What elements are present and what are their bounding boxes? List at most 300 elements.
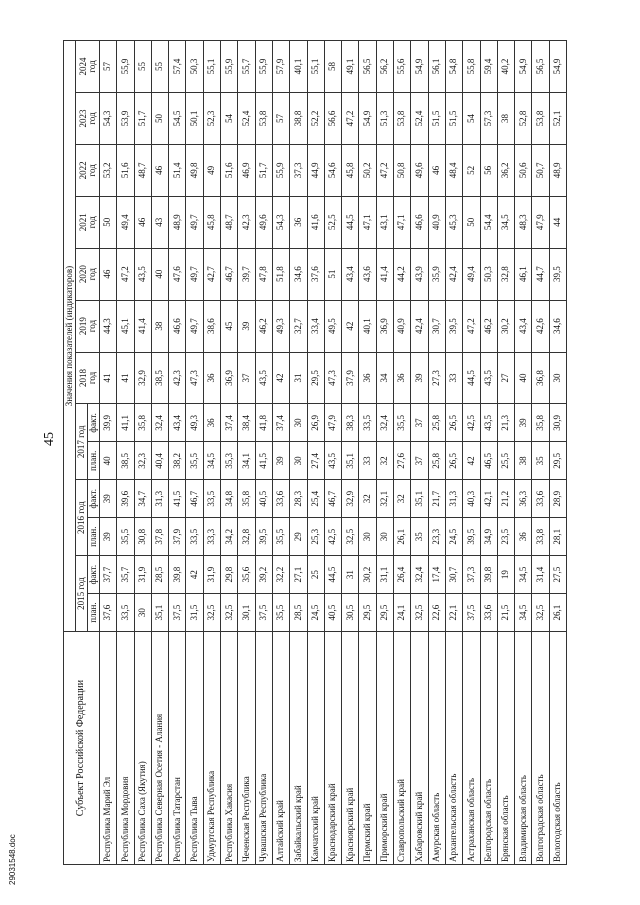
value-cell: 59,4 [480, 41, 497, 93]
subject-cell: Республика Саха (Якутия) [134, 632, 151, 865]
value-cell: 30 [134, 594, 151, 632]
value-cell: 35 [411, 518, 428, 556]
value-cell: 35,3 [221, 442, 238, 480]
value-cell: 41,1 [117, 404, 134, 442]
subject-cell: Чеченская Республика [238, 632, 255, 865]
value-cell: 54 [463, 92, 480, 144]
value-cell: 50,2 [359, 144, 376, 196]
value-cell: 39 [411, 352, 428, 404]
value-cell: 58 [324, 41, 341, 93]
subject-cell: Владимирская область [515, 632, 532, 865]
subject-cell: Ставропольский край [394, 632, 411, 865]
value-cell: 38,5 [151, 352, 168, 404]
value-cell: 49,7 [186, 248, 203, 300]
value-cell: 56,1 [428, 41, 445, 93]
table-row [480, 41, 497, 865]
value-cell: 31 [290, 352, 307, 404]
value-cell: 42 [272, 352, 289, 404]
value-cell: 29,5 [376, 594, 393, 632]
value-cell: 42 [463, 442, 480, 480]
value-cell: 37,9 [169, 518, 186, 556]
value-cell: 33,6 [480, 594, 497, 632]
value-cell: 50,6 [515, 144, 532, 196]
value-cell: 30 [290, 442, 307, 480]
value-cell: 40,4 [151, 442, 168, 480]
value-cell: 49,1 [342, 41, 359, 93]
value-cell: 43,9 [411, 248, 428, 300]
value-cell: 35,5 [272, 518, 289, 556]
value-cell: 34,8 [221, 480, 238, 518]
value-cell: 51,7 [255, 144, 272, 196]
value-cell: 36,9 [221, 352, 238, 404]
value-cell: 21,3 [497, 404, 514, 442]
value-cell: 26,5 [445, 442, 462, 480]
value-cell: 35,5 [117, 518, 134, 556]
value-cell: 23,5 [497, 518, 514, 556]
value-cell: 42,4 [411, 300, 428, 352]
value-cell: 47,2 [117, 248, 134, 300]
value-cell: 38 [497, 92, 514, 144]
value-cell: 40,9 [428, 196, 445, 248]
table-row [100, 41, 117, 865]
value-cell: 48,7 [134, 144, 151, 196]
value-cell: 55 [151, 41, 168, 93]
value-cell: 50 [463, 196, 480, 248]
value-cell: 35,7 [117, 556, 134, 594]
value-cell: 52,4 [411, 92, 428, 144]
value-cell: 41,5 [255, 442, 272, 480]
value-cell: 54 [221, 92, 238, 144]
subject-cell: Забайкальский край [290, 632, 307, 865]
value-cell: 40 [151, 248, 168, 300]
value-cell: 41,5 [169, 480, 186, 518]
value-cell: 55,1 [203, 41, 220, 93]
subject-cell: Краснодарский край [324, 632, 341, 865]
plan-header: план. [88, 594, 100, 632]
value-cell: 40,3 [463, 480, 480, 518]
value-cell: 35,8 [532, 404, 549, 442]
subject-cell: Алтайский край [272, 632, 289, 865]
value-cell: 40,9 [394, 300, 411, 352]
value-cell: 36 [203, 404, 220, 442]
value-cell: 30,1 [238, 594, 255, 632]
value-cell: 57,3 [480, 92, 497, 144]
value-cell: 28,3 [290, 480, 307, 518]
value-cell: 49,6 [411, 144, 428, 196]
value-cell: 34,2 [221, 518, 238, 556]
value-cell: 46,5 [480, 442, 497, 480]
subject-cell: Камчатский край [307, 632, 324, 865]
value-cell: 47,1 [394, 196, 411, 248]
value-cell: 43,5 [480, 352, 497, 404]
value-cell: 30 [290, 404, 307, 442]
subject-cell: Астраханская область [463, 632, 480, 865]
fact-header: факт. [88, 480, 100, 518]
value-cell: 47,9 [324, 404, 341, 442]
value-cell: 57,9 [272, 41, 289, 93]
table-row [497, 41, 514, 865]
value-cell: 43,4 [342, 248, 359, 300]
value-cell: 51,5 [428, 92, 445, 144]
subject-cell: Хабаровский край [411, 632, 428, 865]
value-cell: 41,6 [307, 196, 324, 248]
value-cell: 34,1 [238, 442, 255, 480]
year-2022-header: 2022 год [76, 144, 100, 196]
value-cell: 38,5 [117, 442, 134, 480]
table-row [307, 41, 324, 865]
value-cell: 37,5 [463, 594, 480, 632]
value-cell: 42,3 [238, 196, 255, 248]
value-cell: 29 [290, 518, 307, 556]
value-cell: 47,3 [324, 352, 341, 404]
value-cell: 35,1 [151, 594, 168, 632]
value-cell: 39,8 [169, 556, 186, 594]
value-cell: 50 [100, 196, 117, 248]
value-cell: 56 [480, 144, 497, 196]
subject-cell: Республика Тыва [186, 632, 203, 865]
value-cell: 37,6 [307, 248, 324, 300]
value-cell: 35,5 [186, 442, 203, 480]
value-cell: 49,4 [117, 196, 134, 248]
subject-cell: Республика Марий Эл [100, 632, 117, 865]
value-cell: 19 [497, 556, 514, 594]
value-cell: 54,9 [359, 92, 376, 144]
value-cell: 36,3 [515, 480, 532, 518]
value-cell: 33,6 [272, 480, 289, 518]
value-cell: 43,5 [134, 248, 151, 300]
value-cell: 47,2 [376, 144, 393, 196]
value-cell: 47,6 [169, 248, 186, 300]
value-cell: 27,5 [549, 556, 566, 594]
value-cell: 49 [203, 144, 220, 196]
value-cell: 26,1 [549, 594, 566, 632]
table-row [394, 41, 411, 865]
value-cell: 46,6 [169, 300, 186, 352]
value-cell: 40,1 [290, 41, 307, 93]
value-cell: 32,5 [221, 594, 238, 632]
value-cell: 38 [515, 442, 532, 480]
value-cell: 33 [359, 442, 376, 480]
value-cell: 32 [359, 480, 376, 518]
value-cell: 28,1 [549, 518, 566, 556]
value-cell: 37,5 [255, 594, 272, 632]
value-cell: 39,6 [117, 480, 134, 518]
year-2016-header: 2016 год [76, 480, 88, 556]
subject-cell: Архангельская область [445, 632, 462, 865]
value-cell: 30,9 [549, 404, 566, 442]
year-2019-header: 2019 год [76, 300, 100, 352]
subject-cell: Волгоградская область [532, 632, 549, 865]
value-cell: 30,7 [445, 556, 462, 594]
value-cell: 33,3 [203, 518, 220, 556]
table-row [255, 41, 272, 865]
value-cell: 30,5 [342, 594, 359, 632]
value-cell: 41,4 [134, 300, 151, 352]
value-cell: 29,5 [359, 594, 376, 632]
value-cell: 36,2 [497, 144, 514, 196]
value-cell: 46,2 [255, 300, 272, 352]
value-cell: 17,4 [428, 556, 445, 594]
table-row [117, 41, 134, 865]
value-cell: 27,4 [307, 442, 324, 480]
value-cell: 37,3 [463, 556, 480, 594]
table-body [100, 41, 567, 865]
plan-header: план. [88, 442, 100, 480]
value-cell: 31,4 [532, 556, 549, 594]
value-cell: 34,9 [480, 518, 497, 556]
value-cell: 40,1 [359, 300, 376, 352]
value-cell: 36 [515, 518, 532, 556]
value-cell: 31,3 [151, 480, 168, 518]
value-cell: 34,5 [497, 196, 514, 248]
value-cell: 30,2 [359, 556, 376, 594]
value-cell: 42,3 [169, 352, 186, 404]
value-cell: 48,9 [549, 144, 566, 196]
value-cell: 24,1 [394, 594, 411, 632]
value-cell: 54,4 [480, 196, 497, 248]
value-cell: 55 [134, 41, 151, 93]
value-cell: 35,8 [134, 404, 151, 442]
value-cell: 42 [342, 300, 359, 352]
value-cell: 24,5 [307, 594, 324, 632]
indicators-table [63, 40, 567, 865]
value-cell: 46 [100, 248, 117, 300]
value-cell: 34,5 [203, 442, 220, 480]
value-cell: 36 [359, 352, 376, 404]
table-row [238, 41, 255, 865]
value-cell: 37 [238, 352, 255, 404]
value-cell: 50,1 [186, 92, 203, 144]
value-cell: 39,5 [549, 248, 566, 300]
page-number: 45 [42, 432, 57, 446]
value-cell: 52,8 [515, 92, 532, 144]
value-cell: 38,4 [238, 404, 255, 442]
value-cell: 33,6 [532, 480, 549, 518]
value-cell: 47,9 [532, 196, 549, 248]
value-cell: 39 [100, 480, 117, 518]
subject-cell: Республика Мордовия [117, 632, 134, 865]
value-cell: 49,7 [186, 196, 203, 248]
value-cell: 33 [445, 352, 462, 404]
value-cell: 47,3 [186, 352, 203, 404]
value-cell: 28,5 [151, 556, 168, 594]
value-cell: 38,6 [203, 300, 220, 352]
value-cell: 45,8 [342, 144, 359, 196]
subject-cell: Красноярский край [342, 632, 359, 865]
value-cell: 53,2 [100, 144, 117, 196]
value-cell: 38,2 [169, 442, 186, 480]
year-2023-header: 2023 год [76, 92, 100, 144]
value-cell: 53,8 [394, 92, 411, 144]
value-cell: 57 [272, 92, 289, 144]
value-cell: 31 [342, 556, 359, 594]
value-cell: 40,5 [255, 480, 272, 518]
value-cell: 38,8 [290, 92, 307, 144]
value-cell: 35,8 [238, 480, 255, 518]
value-cell: 42,6 [532, 300, 549, 352]
table-row [445, 41, 462, 865]
value-cell: 42,5 [463, 404, 480, 442]
value-cell: 37,8 [151, 518, 168, 556]
value-cell: 51,6 [221, 144, 238, 196]
value-cell: 35,5 [272, 594, 289, 632]
value-cell: 49,4 [463, 248, 480, 300]
subject-cell: Чувашская Республика [255, 632, 272, 865]
value-cell: 51,4 [169, 144, 186, 196]
value-cell: 37,4 [272, 404, 289, 442]
value-cell: 32,1 [376, 480, 393, 518]
table-row [203, 41, 220, 865]
value-cell: 52,1 [549, 92, 566, 144]
value-cell: 49,3 [272, 300, 289, 352]
table-row [151, 41, 168, 865]
value-cell: 32,9 [134, 352, 151, 404]
value-cell: 29,8 [221, 556, 238, 594]
value-cell: 31,9 [203, 556, 220, 594]
value-cell: 57,4 [169, 41, 186, 93]
table-row [290, 41, 307, 865]
value-cell: 49,7 [186, 300, 203, 352]
value-cell: 49,5 [324, 300, 341, 352]
year-2021-header: 2021 год [76, 196, 100, 248]
value-cell: 32,5 [203, 594, 220, 632]
subject-header: Субъект Российской Федерации [64, 632, 100, 865]
value-cell: 39 [100, 518, 117, 556]
value-cell: 34,7 [134, 480, 151, 518]
year-2020-header: 2020 год [76, 248, 100, 300]
value-cell: 55,1 [307, 41, 324, 93]
value-cell: 35,1 [411, 480, 428, 518]
value-cell: 35,6 [238, 556, 255, 594]
value-cell: 44,9 [307, 144, 324, 196]
table-row [515, 41, 532, 865]
table-row [272, 41, 289, 865]
table-row [342, 41, 359, 865]
value-cell: 46 [428, 144, 445, 196]
year-2018-header: 2018 год [76, 352, 100, 404]
value-cell: 32,4 [411, 556, 428, 594]
value-cell: 46,9 [238, 144, 255, 196]
value-cell: 39,8 [480, 556, 497, 594]
value-cell: 41,4 [376, 248, 393, 300]
value-cell: 34,6 [549, 300, 566, 352]
value-cell: 55,9 [272, 144, 289, 196]
value-cell: 42 [186, 556, 203, 594]
year-2015-header: 2015 год [76, 556, 88, 632]
value-cell: 43,4 [169, 404, 186, 442]
value-cell: 43,1 [376, 196, 393, 248]
value-cell: 32,7 [290, 300, 307, 352]
subject-cell: Республика Северная Осетия - Алания [151, 632, 168, 865]
value-cell: 22,6 [428, 594, 445, 632]
value-cell: 27,3 [428, 352, 445, 404]
value-cell: 25 [307, 556, 324, 594]
value-cell: 46,6 [411, 196, 428, 248]
value-cell: 34,6 [290, 248, 307, 300]
value-cell: 50 [151, 92, 168, 144]
value-cell: 36 [394, 352, 411, 404]
value-cell: 24,5 [445, 518, 462, 556]
value-cell: 42,5 [324, 518, 341, 556]
value-cell: 40,2 [497, 41, 514, 93]
value-cell: 27,1 [290, 556, 307, 594]
value-cell: 54,3 [272, 196, 289, 248]
value-cell: 53,8 [255, 92, 272, 144]
value-cell: 44 [549, 196, 566, 248]
value-cell: 43,5 [324, 442, 341, 480]
value-cell: 23,3 [428, 518, 445, 556]
value-cell: 36 [290, 196, 307, 248]
value-cell: 25,8 [428, 404, 445, 442]
value-cell: 46 [134, 196, 151, 248]
value-cell: 57 [100, 41, 117, 93]
year-2017-header: 2017 год [76, 404, 88, 480]
value-cell: 38,3 [342, 404, 359, 442]
value-cell: 37,4 [221, 404, 238, 442]
table-row [532, 41, 549, 865]
value-cell: 27,6 [394, 442, 411, 480]
value-cell: 25,5 [497, 442, 514, 480]
value-cell: 35,9 [428, 248, 445, 300]
rotated-table-container [63, 40, 583, 865]
subject-cell: Республика Хакасия [221, 632, 238, 865]
subject-cell: Республика Татарстан [169, 632, 186, 865]
value-cell: 51,8 [272, 248, 289, 300]
value-cell: 50,8 [394, 144, 411, 196]
value-cell: 32 [376, 442, 393, 480]
value-cell: 54,6 [324, 144, 341, 196]
value-cell: 43,5 [480, 404, 497, 442]
table-row [463, 41, 480, 865]
value-cell: 33,5 [117, 594, 134, 632]
value-cell: 27 [497, 352, 514, 404]
value-cell: 52 [463, 144, 480, 196]
value-cell: 40 [100, 442, 117, 480]
value-cell: 52,5 [324, 196, 341, 248]
value-cell: 43,4 [515, 300, 532, 352]
fact-header: факт. [88, 404, 100, 442]
value-cell: 52,3 [203, 92, 220, 144]
value-cell: 56,2 [376, 41, 393, 93]
table-row [549, 41, 566, 865]
value-cell: 26,5 [445, 404, 462, 442]
plan-header: план. [88, 518, 100, 556]
subject-cell: Удмуртская Республика [203, 632, 220, 865]
value-cell: 39,9 [100, 404, 117, 442]
value-cell: 46,7 [221, 248, 238, 300]
value-cell: 37,6 [100, 594, 117, 632]
fact-header: факт. [88, 556, 100, 594]
value-cell: 28,9 [549, 480, 566, 518]
value-cell: 30 [549, 352, 566, 404]
value-cell: 51,5 [445, 92, 462, 144]
value-cell: 41 [117, 352, 134, 404]
value-cell: 39 [515, 404, 532, 442]
value-cell: 41,8 [255, 404, 272, 442]
value-cell: 22,1 [445, 594, 462, 632]
value-cell: 51,7 [134, 92, 151, 144]
value-cell: 51,6 [117, 144, 134, 196]
value-cell: 39 [238, 300, 255, 352]
value-cell: 34,5 [515, 594, 532, 632]
value-cell: 48,7 [221, 196, 238, 248]
value-cell: 33,5 [359, 404, 376, 442]
value-cell: 53,9 [117, 92, 134, 144]
table-row [359, 41, 376, 865]
value-cell: 54,8 [445, 41, 462, 93]
value-cell: 45 [221, 300, 238, 352]
value-cell: 55,8 [463, 41, 480, 93]
